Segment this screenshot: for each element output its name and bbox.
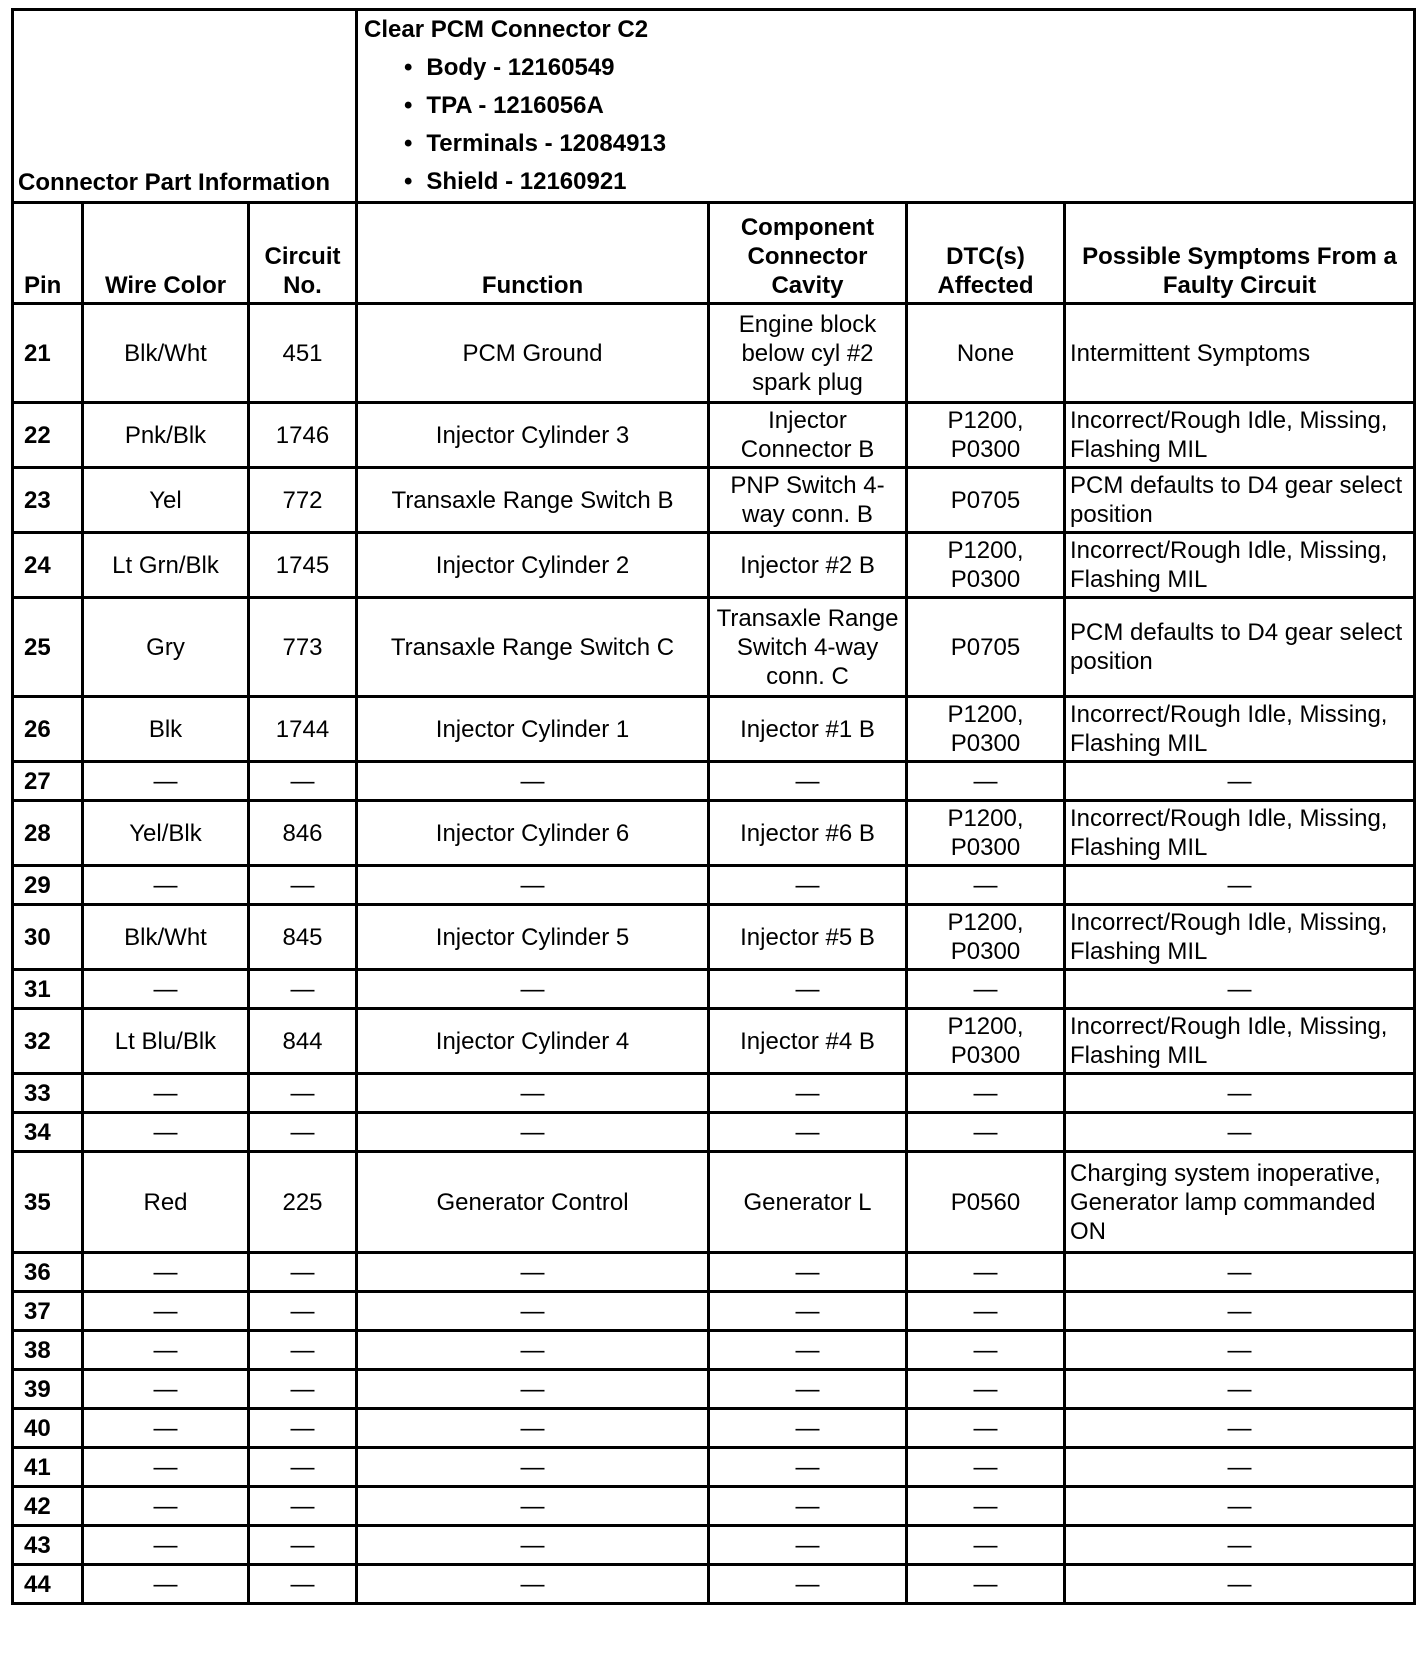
pin-cell: 33 — [13, 1074, 83, 1113]
cavity-cell: — — [709, 1565, 907, 1604]
symptoms-cell: PCM defaults to D4 gear select position — [1065, 598, 1415, 697]
table-row — [13, 403, 1415, 468]
table-row — [13, 1009, 1415, 1074]
table-row — [13, 1526, 1415, 1565]
symptoms-cell: PCM defaults to D4 gear select position — [1065, 468, 1415, 533]
function-cell: Injector Cylinder 5 — [357, 905, 709, 970]
dtc-cell: None — [907, 304, 1065, 403]
col-wire-color: Wire Color — [83, 203, 249, 304]
function-cell: — — [357, 1487, 709, 1526]
wire-color-cell: Pnk/Blk — [83, 403, 249, 468]
circuit-cell: 1746 — [249, 403, 357, 468]
table-row — [13, 866, 1415, 905]
cavity-cell: — — [709, 1409, 907, 1448]
table-row — [13, 1409, 1415, 1448]
connector-info-details — [357, 10, 1415, 203]
pin-cell: 21 — [13, 304, 83, 403]
symptoms-cell: — — [1065, 1487, 1415, 1526]
pin-cell: 23 — [13, 468, 83, 533]
circuit-cell: — — [249, 1074, 357, 1113]
pin-cell: 27 — [13, 762, 83, 801]
function-cell: — — [357, 1526, 709, 1565]
cavity-cell: — — [709, 970, 907, 1009]
table-row — [13, 1253, 1415, 1292]
wire-color-cell: Red — [83, 1152, 249, 1253]
symptoms-cell: Incorrect/Rough Idle, Missing, Flashing MIL — [1065, 1009, 1415, 1074]
pin-cell: 31 — [13, 970, 83, 1009]
cavity-cell: Injector Connector B — [709, 403, 907, 468]
pin-rows — [13, 304, 1415, 1604]
table-row — [13, 1370, 1415, 1409]
dtc-cell: P1200, P0300 — [907, 801, 1065, 866]
dtc-cell: P1200, P0300 — [907, 533, 1065, 598]
cavity-cell: — — [709, 1113, 907, 1152]
pin-cell: 40 — [13, 1409, 83, 1448]
table-row — [13, 801, 1415, 866]
dtc-cell: — — [907, 1292, 1065, 1331]
function-cell: Generator Control — [357, 1152, 709, 1253]
function-cell: — — [357, 1565, 709, 1604]
wire-color-cell: Gry — [83, 598, 249, 697]
connector-title: Clear PCM Connector C2 — [364, 16, 649, 43]
wire-color-cell: — — [83, 1331, 249, 1370]
circuit-cell: — — [249, 1409, 357, 1448]
wire-color-cell: — — [83, 1448, 249, 1487]
wire-color-cell: — — [83, 1292, 249, 1331]
connector-parts-list — [364, 49, 1409, 201]
dtc-cell: P1200, P0300 — [907, 697, 1065, 762]
col-circuit-no: Circuit No. — [249, 203, 357, 304]
function-cell: Injector Cylinder 4 — [357, 1009, 709, 1074]
pin-cell: 22 — [13, 403, 83, 468]
dtc-cell: — — [907, 1370, 1065, 1409]
symptoms-cell: Charging system inoperative, Generator lamp commanded ON — [1065, 1152, 1415, 1253]
circuit-cell: 1745 — [249, 533, 357, 598]
table-row — [13, 1448, 1415, 1487]
cavity-cell: — — [709, 1331, 907, 1370]
table-row — [13, 304, 1415, 403]
dtc-cell: — — [907, 970, 1065, 1009]
circuit-cell: 844 — [249, 1009, 357, 1074]
dtc-cell: — — [907, 1448, 1065, 1487]
cavity-cell: Injector #4 B — [709, 1009, 907, 1074]
table-row — [13, 1565, 1415, 1604]
function-cell: Transaxle Range Switch C — [357, 598, 709, 697]
pin-cell: 43 — [13, 1526, 83, 1565]
col-cavity: Component Connector Cavity — [709, 203, 907, 304]
cavity-cell: — — [709, 1487, 907, 1526]
table-row — [13, 533, 1415, 598]
cavity-cell: Injector #1 B — [709, 697, 907, 762]
function-cell: — — [357, 1409, 709, 1448]
pin-cell: 25 — [13, 598, 83, 697]
cavity-cell: — — [709, 1253, 907, 1292]
table-row — [13, 697, 1415, 762]
table-row — [13, 1074, 1415, 1113]
function-cell: Injector Cylinder 1 — [357, 697, 709, 762]
symptoms-cell: — — [1065, 1074, 1415, 1113]
column-header-row — [13, 203, 1415, 304]
cavity-cell: Injector #6 B — [709, 801, 907, 866]
function-cell: — — [357, 866, 709, 905]
wire-color-cell: — — [83, 1565, 249, 1604]
wire-color-cell: Blk/Wht — [83, 905, 249, 970]
symptoms-cell: — — [1065, 970, 1415, 1009]
circuit-cell: — — [249, 1253, 357, 1292]
function-cell: PCM Ground — [357, 304, 709, 403]
cavity-cell: — — [709, 1526, 907, 1565]
circuit-cell: — — [249, 866, 357, 905]
function-cell: Injector Cylinder 3 — [357, 403, 709, 468]
function-cell: — — [357, 1370, 709, 1409]
cavity-cell: Injector #2 B — [709, 533, 907, 598]
circuit-cell: 772 — [249, 468, 357, 533]
function-cell: Transaxle Range Switch B — [357, 468, 709, 533]
function-cell: — — [357, 762, 709, 801]
pin-cell: 29 — [13, 866, 83, 905]
pin-cell: 26 — [13, 697, 83, 762]
dtc-cell: — — [907, 1113, 1065, 1152]
dtc-cell: P0560 — [907, 1152, 1065, 1253]
function-cell: — — [357, 970, 709, 1009]
wire-color-cell: — — [83, 866, 249, 905]
cavity-cell: — — [709, 866, 907, 905]
symptoms-cell: — — [1065, 1448, 1415, 1487]
circuit-cell: 451 — [249, 304, 357, 403]
table-row — [13, 1331, 1415, 1370]
symptoms-cell: — — [1065, 1253, 1415, 1292]
circuit-cell: 773 — [249, 598, 357, 697]
wire-color-cell: — — [83, 1487, 249, 1526]
table-row — [13, 1292, 1415, 1331]
part-body: • Body - 12160549 — [404, 49, 1409, 87]
table-row — [13, 1152, 1415, 1253]
col-symptoms: Possible Symptoms From a Faulty Circuit — [1065, 203, 1415, 304]
part-tpa: • TPA - 1216056A — [404, 87, 1409, 125]
dtc-cell: P0705 — [907, 468, 1065, 533]
col-dtc: DTC(s) Affected — [907, 203, 1065, 304]
symptoms-cell: — — [1065, 1565, 1415, 1604]
wire-color-cell: — — [83, 970, 249, 1009]
dtc-cell: — — [907, 1409, 1065, 1448]
dtc-cell: — — [907, 1487, 1065, 1526]
function-cell: Injector Cylinder 6 — [357, 801, 709, 866]
wire-color-cell: — — [83, 1074, 249, 1113]
pin-cell: 36 — [13, 1253, 83, 1292]
pin-cell: 44 — [13, 1565, 83, 1604]
circuit-cell: — — [249, 970, 357, 1009]
cavity-cell: — — [709, 1448, 907, 1487]
symptoms-cell: — — [1065, 1526, 1415, 1565]
connector-pinout-sheet — [11, 8, 1413, 1605]
wire-color-cell: Yel — [83, 468, 249, 533]
wire-color-cell: — — [83, 762, 249, 801]
dtc-cell: — — [907, 1526, 1065, 1565]
pin-cell: 34 — [13, 1113, 83, 1152]
wire-color-cell: — — [83, 1253, 249, 1292]
symptoms-cell: Incorrect/Rough Idle, Missing, Flashing MIL — [1065, 801, 1415, 866]
pin-cell: 41 — [13, 1448, 83, 1487]
circuit-cell: — — [249, 1292, 357, 1331]
wire-color-cell: — — [83, 1370, 249, 1409]
symptoms-cell: — — [1065, 762, 1415, 801]
function-cell: — — [357, 1253, 709, 1292]
circuit-cell: — — [249, 1565, 357, 1604]
circuit-cell: — — [249, 1331, 357, 1370]
cavity-cell: PNP Switch 4-way conn. B — [709, 468, 907, 533]
cavity-cell: Injector #5 B — [709, 905, 907, 970]
function-cell: — — [357, 1292, 709, 1331]
connector-pinout-table — [11, 8, 1416, 1605]
wire-color-cell: — — [83, 1113, 249, 1152]
pin-cell: 38 — [13, 1331, 83, 1370]
circuit-cell: 846 — [249, 801, 357, 866]
circuit-cell: — — [249, 1526, 357, 1565]
circuit-cell: — — [249, 1370, 357, 1409]
symptoms-cell: — — [1065, 1331, 1415, 1370]
dtc-cell: P1200, P0300 — [907, 403, 1065, 468]
col-function: Function — [357, 203, 709, 304]
table-row — [13, 905, 1415, 970]
dtc-cell: — — [907, 866, 1065, 905]
symptoms-cell: Incorrect/Rough Idle, Missing, Flashing MIL — [1065, 697, 1415, 762]
dtc-cell: P1200, P0300 — [907, 905, 1065, 970]
wire-color-cell: Lt Grn/Blk — [83, 533, 249, 598]
wire-color-cell: Lt Blu/Blk — [83, 1009, 249, 1074]
dtc-cell: — — [907, 1565, 1065, 1604]
pin-cell: 30 — [13, 905, 83, 970]
circuit-cell: — — [249, 1113, 357, 1152]
cavity-cell: Transaxle Range Switch 4-way conn. C — [709, 598, 907, 697]
part-terminals: • Terminals - 12084913 — [404, 125, 1409, 163]
symptoms-cell: — — [1065, 1409, 1415, 1448]
connector-info-label: Connector Part Information — [13, 10, 357, 203]
col-pin: Pin — [13, 203, 83, 304]
pin-cell: 24 — [13, 533, 83, 598]
symptoms-cell: — — [1065, 1292, 1415, 1331]
circuit-cell: — — [249, 1487, 357, 1526]
dtc-cell: — — [907, 762, 1065, 801]
wire-color-cell: Blk/Wht — [83, 304, 249, 403]
function-cell: — — [357, 1448, 709, 1487]
wire-color-cell: — — [83, 1409, 249, 1448]
symptoms-cell: — — [1065, 1370, 1415, 1409]
table-row — [13, 1487, 1415, 1526]
circuit-cell: 225 — [249, 1152, 357, 1253]
wire-color-cell: — — [83, 1526, 249, 1565]
pin-cell: 28 — [13, 801, 83, 866]
dtc-cell: — — [907, 1074, 1065, 1113]
function-cell: — — [357, 1074, 709, 1113]
table-row — [13, 762, 1415, 801]
dtc-cell: — — [907, 1253, 1065, 1292]
symptoms-cell: — — [1065, 1113, 1415, 1152]
cavity-cell: — — [709, 1370, 907, 1409]
symptoms-cell: Incorrect/Rough Idle, Missing, Flashing MIL — [1065, 403, 1415, 468]
pin-cell: 32 — [13, 1009, 83, 1074]
cavity-cell: — — [709, 1292, 907, 1331]
table-row — [13, 468, 1415, 533]
cavity-cell: Generator L — [709, 1152, 907, 1253]
circuit-cell: — — [249, 1448, 357, 1487]
pin-cell: 37 — [13, 1292, 83, 1331]
function-cell: — — [357, 1113, 709, 1152]
pin-cell: 35 — [13, 1152, 83, 1253]
circuit-cell: 1744 — [249, 697, 357, 762]
dtc-cell: P0705 — [907, 598, 1065, 697]
dtc-cell: — — [907, 1331, 1065, 1370]
pin-cell: 42 — [13, 1487, 83, 1526]
symptoms-cell: Incorrect/Rough Idle, Missing, Flashing MIL — [1065, 905, 1415, 970]
wire-color-cell: Yel/Blk — [83, 801, 249, 866]
circuit-cell: — — [249, 762, 357, 801]
pin-cell: 39 — [13, 1370, 83, 1409]
table-row — [13, 1113, 1415, 1152]
part-shield: • Shield - 12160921 — [404, 163, 1409, 201]
connector-info-row — [13, 10, 1415, 203]
circuit-cell: 845 — [249, 905, 357, 970]
wire-color-cell: Blk — [83, 697, 249, 762]
symptoms-cell: Intermittent Symptoms — [1065, 304, 1415, 403]
cavity-cell: Engine block below cyl #2 spark plug — [709, 304, 907, 403]
cavity-cell: — — [709, 1074, 907, 1113]
dtc-cell: P1200, P0300 — [907, 1009, 1065, 1074]
table-row — [13, 970, 1415, 1009]
cavity-cell: — — [709, 762, 907, 801]
symptoms-cell: — — [1065, 866, 1415, 905]
function-cell: Injector Cylinder 2 — [357, 533, 709, 598]
symptoms-cell: Incorrect/Rough Idle, Missing, Flashing MIL — [1065, 533, 1415, 598]
function-cell: — — [357, 1331, 709, 1370]
table-row — [13, 598, 1415, 697]
